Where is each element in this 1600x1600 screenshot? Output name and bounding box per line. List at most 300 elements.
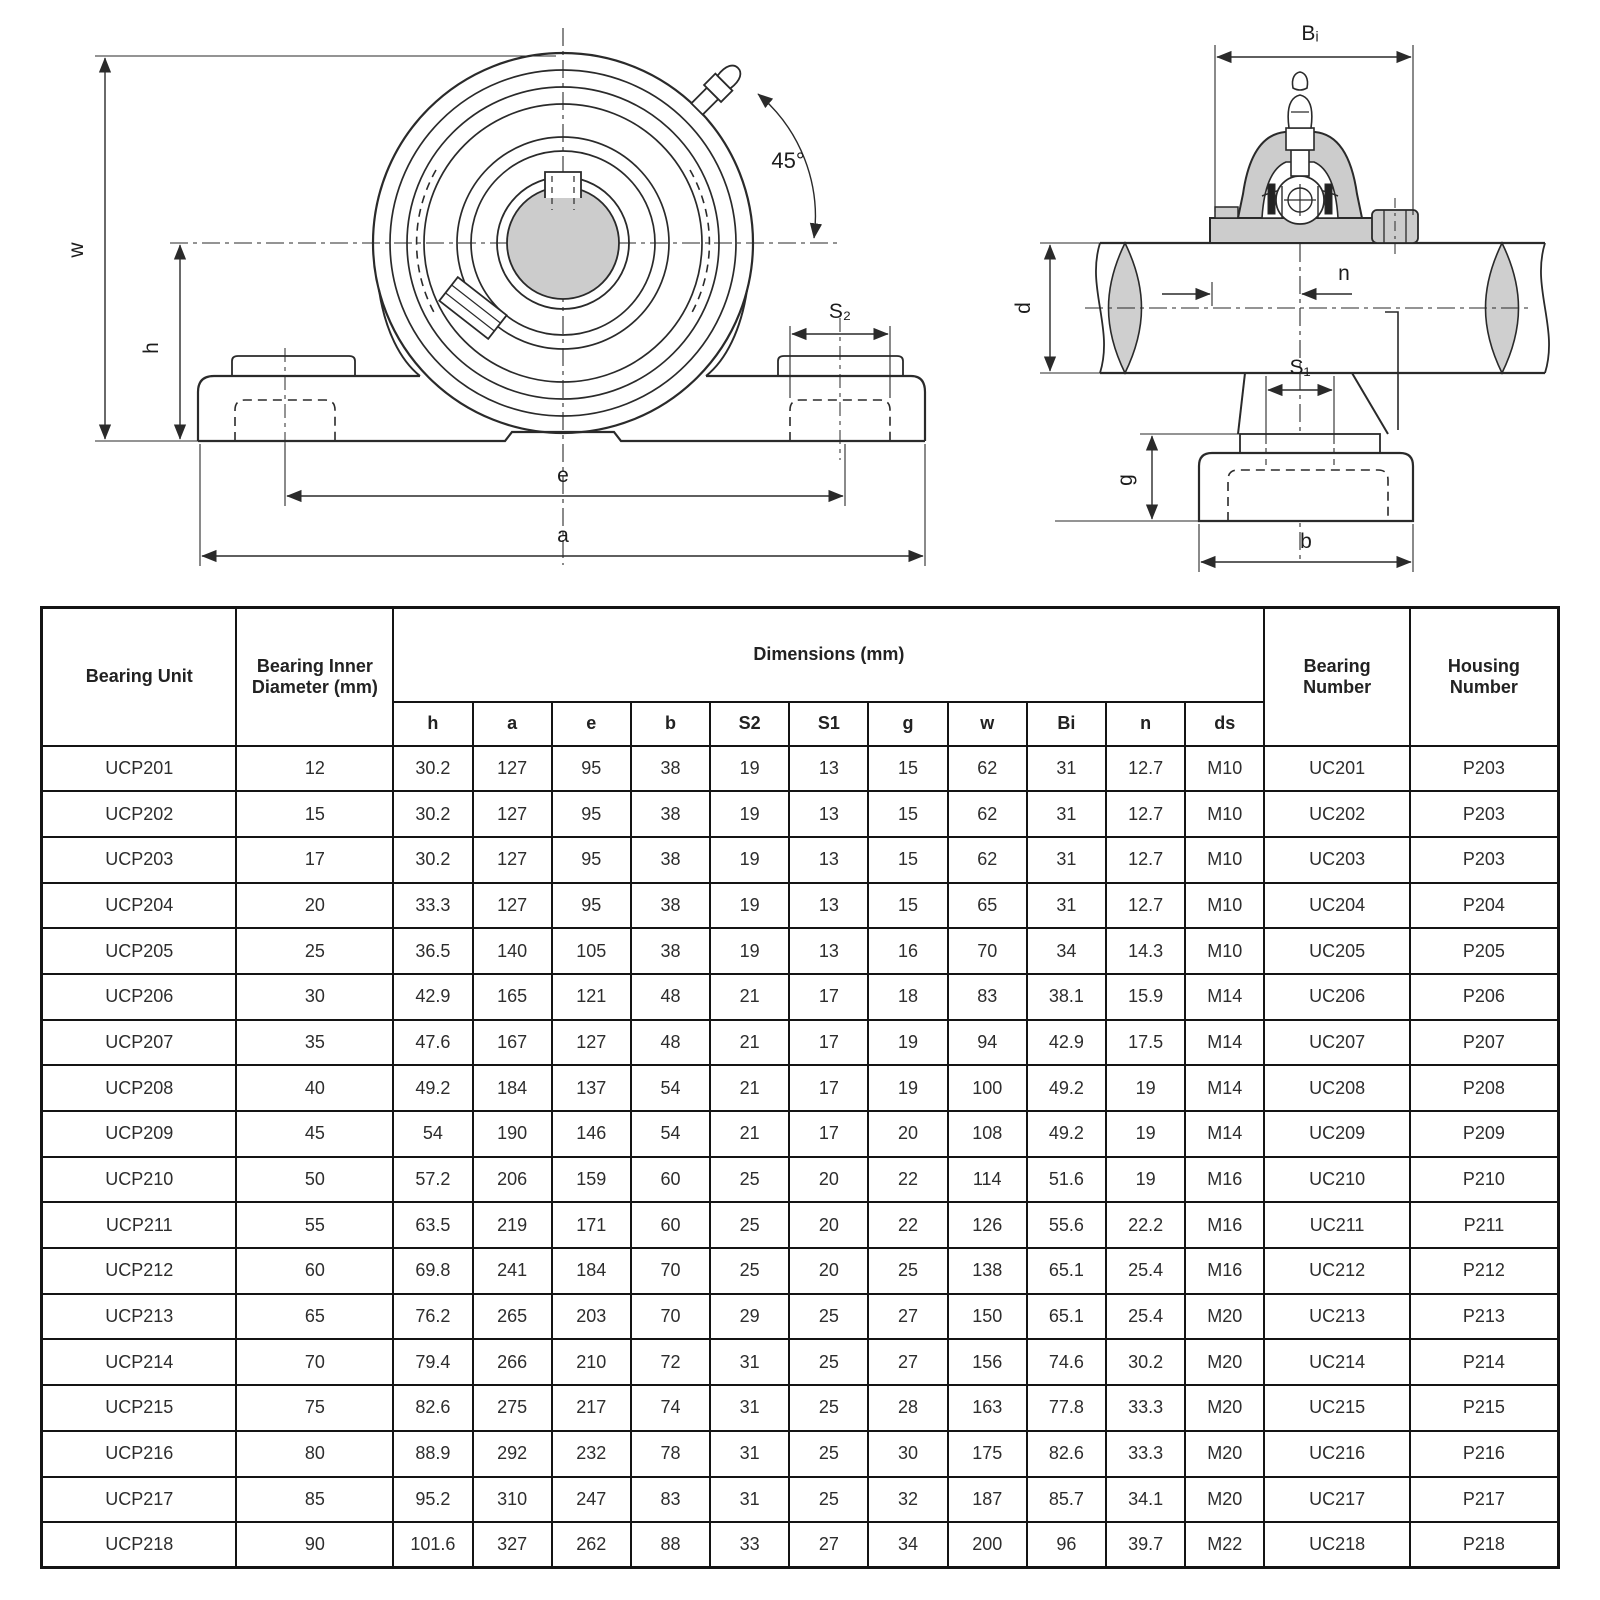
table-cell: M10 [1185,837,1264,883]
foot-side [1199,453,1413,521]
table-cell: M20 [1185,1294,1264,1340]
table-cell: 19 [710,837,789,883]
table-row [42,883,1559,929]
s2-label: S₂ [828,300,852,323]
table-cell: 21 [710,1111,789,1157]
table-cell: 90 [236,1522,393,1568]
table-cell: 265 [473,1294,552,1340]
table-cell: M10 [1185,928,1264,974]
table-cell: 50 [236,1157,393,1203]
table-cell: 184 [552,1248,631,1294]
table-cell: 12.7 [1106,746,1185,792]
table-cell: M14 [1185,1111,1264,1157]
table-cell: UC205 [1264,928,1409,974]
table-cell: 108 [948,1111,1027,1157]
d-label: d [1012,302,1035,314]
table-cell: 33.3 [1106,1385,1185,1431]
table-cell: UCP206 [42,974,237,1020]
housing-skirt-left [379,290,420,376]
table-row [42,1385,1559,1431]
side-view [1012,22,1549,572]
w-label: w [65,242,88,258]
table-cell: 29 [710,1294,789,1340]
table-cell: 171 [552,1202,631,1248]
spec-table-container [40,606,1560,1569]
table-cell: 49.2 [1027,1111,1106,1157]
foot-boss-side [1240,434,1380,453]
table-row [42,1294,1559,1340]
table-cell: UC204 [1264,883,1409,929]
table-cell: 54 [393,1111,472,1157]
table-cell: 20 [789,1202,868,1248]
table-cell: 187 [948,1477,1027,1523]
table-cell: 30 [236,974,393,1020]
seal-right [1325,184,1332,214]
table-cell: 19 [710,746,789,792]
table-cell: UC208 [1264,1065,1409,1111]
front-view [65,28,925,566]
table-cell: 85.7 [1027,1477,1106,1523]
angle-label: 45° [771,148,805,173]
table-cell: 20 [789,1157,868,1203]
table-cell: 76.2 [393,1294,472,1340]
table-cell: 25 [789,1431,868,1477]
table-cell: 96 [1027,1522,1106,1568]
table-cell: 95 [552,746,631,792]
table-cell: 30.2 [1106,1339,1185,1385]
table-row [42,1202,1559,1248]
table-cell: 30.2 [393,837,472,883]
table-cell: 88.9 [393,1431,472,1477]
table-cell: 127 [473,883,552,929]
table-cell: UCP218 [42,1522,237,1568]
header-dim-h: h [393,702,472,746]
table-cell: 48 [631,1020,710,1066]
table-cell: 88 [631,1522,710,1568]
table-cell: P204 [1410,883,1559,929]
table-cell: 146 [552,1111,631,1157]
table-cell: 19 [868,1020,947,1066]
table-cell: P205 [1410,928,1559,974]
table-cell: M22 [1185,1522,1264,1568]
table-cell: 65 [948,883,1027,929]
shaft-bore [507,187,619,299]
table-cell: 77.8 [1027,1385,1106,1431]
table-cell: UC211 [1264,1202,1409,1248]
table-header [42,608,1559,746]
table-cell: 38 [631,746,710,792]
table-cell: UC201 [1264,746,1409,792]
table-row [42,1157,1559,1203]
bi-label: Bᵢ [1301,22,1319,45]
table-cell: 82.6 [1027,1431,1106,1477]
table-row [42,746,1559,792]
table-cell: 275 [473,1385,552,1431]
table-cell: M16 [1185,1202,1264,1248]
table-cell: 175 [948,1431,1027,1477]
table-cell: 31 [710,1385,789,1431]
table-cell: 62 [948,791,1027,837]
table-row [42,1522,1559,1568]
table-cell: 150 [948,1294,1027,1340]
table-cell: 42.9 [1027,1020,1106,1066]
setscrew-keyway [545,172,581,198]
a-label: a [557,524,569,547]
table-cell: UCP202 [42,791,237,837]
table-cell: 292 [473,1431,552,1477]
table-cell: 60 [236,1248,393,1294]
header-dim-a: a [473,702,552,746]
table-cell: UC209 [1264,1111,1409,1157]
table-cell: 65.1 [1027,1294,1106,1340]
table-cell: P215 [1410,1385,1559,1431]
table-cell: 72 [631,1339,710,1385]
table-cell: 19 [1106,1065,1185,1111]
table-cell: 18 [868,974,947,1020]
table-cell: 95.2 [393,1477,472,1523]
table-cell: 74.6 [1027,1339,1106,1385]
table-cell: 78 [631,1431,710,1477]
technical-drawing [0,0,1600,600]
table-cell: 65 [236,1294,393,1340]
table-cell: P209 [1410,1111,1559,1157]
table-cell: 20 [236,883,393,929]
table-cell: 15 [868,837,947,883]
table-cell: UCP213 [42,1294,237,1340]
table-cell: 327 [473,1522,552,1568]
table-cell: 17 [236,837,393,883]
table-cell: 39.7 [1106,1522,1185,1568]
table-cell: 25 [710,1202,789,1248]
table-cell: UC213 [1264,1294,1409,1340]
table-cell: M16 [1185,1248,1264,1294]
header-dim-g: g [868,702,947,746]
table-cell: 13 [789,883,868,929]
table-cell: 17 [789,1065,868,1111]
s1-label: S₁ [1289,356,1311,379]
table-cell: 121 [552,974,631,1020]
table-cell: P217 [1410,1477,1559,1523]
table-cell: 165 [473,974,552,1020]
table-cell: 30.2 [393,791,472,837]
table-row [42,1248,1559,1294]
header-dim-e: e [552,702,631,746]
left-foot-boss [232,356,355,376]
table-cell: 241 [473,1248,552,1294]
table-cell: 101.6 [393,1522,472,1568]
table-cell: 21 [710,1020,789,1066]
table-cell: P206 [1410,974,1559,1020]
table-cell: 34 [868,1522,947,1568]
table-cell: M14 [1185,974,1264,1020]
table-cell: 126 [948,1202,1027,1248]
table-cell: P210 [1410,1157,1559,1203]
table-cell: 12.7 [1106,883,1185,929]
table-cell: UCP210 [42,1157,237,1203]
table-cell: UC210 [1264,1157,1409,1203]
table-cell: 40 [236,1065,393,1111]
table-cell: 25 [236,928,393,974]
table-cell: 60 [631,1157,710,1203]
table-cell: 47.6 [393,1020,472,1066]
table-cell: 34 [1027,928,1106,974]
table-cell: 85 [236,1477,393,1523]
table-cell: 49.2 [1027,1065,1106,1111]
table-cell: 57.2 [393,1157,472,1203]
table-cell: 127 [473,791,552,837]
table-cell: M10 [1185,791,1264,837]
table-cell: 25 [789,1339,868,1385]
table-cell: 33.3 [1106,1431,1185,1477]
table-row [42,1477,1559,1523]
locking-screw [439,277,506,339]
table-cell: 15.9 [1106,974,1185,1020]
table-cell: UC207 [1264,1020,1409,1066]
table-cell: UC203 [1264,837,1409,883]
table-cell: 27 [789,1522,868,1568]
table-cell: P213 [1410,1294,1559,1340]
table-cell: 12 [236,746,393,792]
table-cell: 203 [552,1294,631,1340]
table-cell: 17.5 [1106,1020,1185,1066]
table-cell: 232 [552,1431,631,1477]
table-cell: 137 [552,1065,631,1111]
table-cell: 95 [552,791,631,837]
left-foot [198,376,420,441]
table-cell: 28 [868,1385,947,1431]
table-cell: P203 [1410,837,1559,883]
table-cell: P208 [1410,1065,1559,1111]
table-cell: 247 [552,1477,631,1523]
table-cell: 38 [631,837,710,883]
bearing-spec-table [40,606,1560,1569]
header-dim-s1: S1 [789,702,868,746]
table-cell: M14 [1185,1020,1264,1066]
table-cell: 83 [948,974,1027,1020]
header-inner-diameter: Bearing Inner Diameter (mm) [236,608,393,746]
right-foot [706,376,925,441]
table-cell: 48 [631,974,710,1020]
table-cell: P211 [1410,1202,1559,1248]
e-label: e [557,464,569,487]
table-cell: 62 [948,746,1027,792]
table-cell: 19 [1106,1157,1185,1203]
table-cell: 55 [236,1202,393,1248]
table-cell: 75 [236,1385,393,1431]
table-cell: 22 [868,1157,947,1203]
table-cell: 100 [948,1065,1027,1111]
g-label: g [1114,474,1137,486]
table-cell: 31 [710,1339,789,1385]
table-cell: M20 [1185,1477,1264,1523]
table-cell: UCP214 [42,1339,237,1385]
table-cell: 13 [789,928,868,974]
table-row [42,1431,1559,1477]
table-cell: 80 [236,1431,393,1477]
table-cell: 79.4 [393,1339,472,1385]
table-cell: 38 [631,928,710,974]
table-cell: 25.4 [1106,1294,1185,1340]
table-cell: 35 [236,1020,393,1066]
header-bearing-unit: Bearing Unit [42,608,237,746]
table-cell: 17 [789,1111,868,1157]
table-row [42,1111,1559,1157]
table-cell: 21 [710,1065,789,1111]
table-cell: 70 [236,1339,393,1385]
table-row [42,928,1559,974]
table-cell: UCP216 [42,1431,237,1477]
table-cell: UC206 [1264,974,1409,1020]
table-cell: UCP217 [42,1477,237,1523]
table-cell: 13 [789,746,868,792]
table-cell: 159 [552,1157,631,1203]
table-cell: 210 [552,1339,631,1385]
table-row [42,1339,1559,1385]
table-cell: UC215 [1264,1385,1409,1431]
table-cell: 69.8 [393,1248,472,1294]
table-cell: 63.5 [393,1202,472,1248]
table-cell: 54 [631,1111,710,1157]
table-cell: 19 [1106,1111,1185,1157]
table-cell: UCP212 [42,1248,237,1294]
set-screw-side [1372,198,1418,256]
table-cell: 65.1 [1027,1248,1106,1294]
table-cell: UC212 [1264,1248,1409,1294]
table-cell: 167 [473,1020,552,1066]
table-cell: 31 [710,1431,789,1477]
table-cell: P207 [1410,1020,1559,1066]
table-cell: UC214 [1264,1339,1409,1385]
slinger-plate [1385,312,1398,430]
table-cell: 127 [552,1020,631,1066]
table-cell: 114 [948,1157,1027,1203]
table-cell: 15 [868,746,947,792]
table-cell: 25 [789,1294,868,1340]
table-cell: 49.2 [393,1065,472,1111]
table-cell: P214 [1410,1339,1559,1385]
table-cell: 74 [631,1385,710,1431]
table-row [42,974,1559,1020]
table-cell: 27 [868,1294,947,1340]
table-cell: 27 [868,1339,947,1385]
table-cell: UCP204 [42,883,237,929]
table-cell: 25 [868,1248,947,1294]
table-cell: UCP205 [42,928,237,974]
table-cell: 105 [552,928,631,974]
table-cell: M16 [1185,1157,1264,1203]
seal-left [1268,184,1275,214]
table-cell: 19 [710,791,789,837]
table-cell: 127 [473,837,552,883]
table-cell: 15 [236,791,393,837]
header-dim-b: b [631,702,710,746]
header-dim-bi: Bi [1027,702,1106,746]
h-label: h [140,342,163,354]
table-cell: UC202 [1264,791,1409,837]
table-cell: UC216 [1264,1431,1409,1477]
header-dim-s2: S2 [710,702,789,746]
left-flinger [1215,207,1238,218]
table-cell: 217 [552,1385,631,1431]
header-dim-n: n [1106,702,1185,746]
table-cell: 20 [789,1248,868,1294]
header-dimensions: Dimensions (mm) [393,608,1264,702]
table-cell: 36.5 [393,928,472,974]
table-cell: 310 [473,1477,552,1523]
table-cell: UC217 [1264,1477,1409,1523]
table-cell: 262 [552,1522,631,1568]
table-cell: 20 [868,1111,947,1157]
table-cell: M10 [1185,883,1264,929]
table-cell: UCP211 [42,1202,237,1248]
table-cell: 19 [710,883,789,929]
table-cell: 190 [473,1111,552,1157]
table-cell: 15 [868,883,947,929]
header-dim-ds: ds [1185,702,1264,746]
table-cell: 13 [789,791,868,837]
table-cell: M14 [1185,1065,1264,1111]
table-cell: 12.7 [1106,791,1185,837]
n-label: n [1338,262,1350,285]
table-cell: 60 [631,1202,710,1248]
table-cell: 19 [868,1065,947,1111]
table-cell: 31 [1027,791,1106,837]
table-cell: 200 [948,1522,1027,1568]
table-cell: 31 [1027,837,1106,883]
table-cell: 95 [552,837,631,883]
table-cell: 22 [868,1202,947,1248]
table-cell: UCP209 [42,1111,237,1157]
table-cell: 184 [473,1065,552,1111]
table-row [42,1020,1559,1066]
table-cell: 266 [473,1339,552,1385]
table-cell: 70 [631,1294,710,1340]
table-cell: 31 [710,1477,789,1523]
table-cell: P203 [1410,746,1559,792]
table-cell: 17 [789,1020,868,1066]
table-cell: UCP201 [42,746,237,792]
table-cell: 51.6 [1027,1157,1106,1203]
table-cell: 12.7 [1106,837,1185,883]
table-cell: P218 [1410,1522,1559,1568]
table-cell: 16 [868,928,947,974]
table-cell: UCP215 [42,1385,237,1431]
table-cell: 30.2 [393,746,472,792]
table-cell: P212 [1410,1248,1559,1294]
header-bearing-number: Bearing Number [1264,608,1409,746]
table-cell: 140 [473,928,552,974]
table-cell: 31 [1027,746,1106,792]
table-cell: 82.6 [393,1385,472,1431]
table-body [42,746,1559,1568]
table-cell: 25 [710,1248,789,1294]
table-cell: 127 [473,746,552,792]
table-cell: 25.4 [1106,1248,1185,1294]
table-cell: 32 [868,1477,947,1523]
table-cell: 38.1 [1027,974,1106,1020]
table-cell: UCP203 [42,837,237,883]
table-cell: 30 [868,1431,947,1477]
table-cell: 94 [948,1020,1027,1066]
table-cell: 19 [710,928,789,974]
header-dim-w: w [948,702,1027,746]
table-cell: 95 [552,883,631,929]
table-row [42,791,1559,837]
table-cell: 38 [631,883,710,929]
table-cell: 163 [948,1385,1027,1431]
table-cell: 34.1 [1106,1477,1185,1523]
table-cell: 25 [789,1477,868,1523]
